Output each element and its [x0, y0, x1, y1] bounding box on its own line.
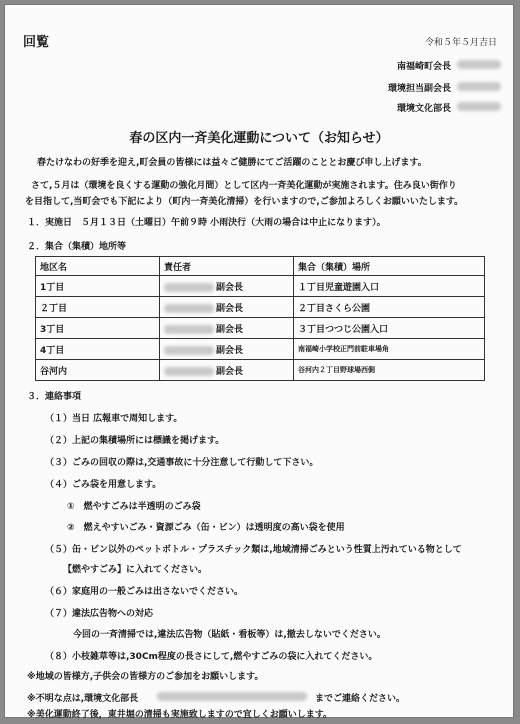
redacted-name	[164, 346, 214, 355]
section-locations: ２．集合（集積）地所等	[27, 242, 127, 252]
leader-cell: 副会長	[160, 297, 294, 318]
note-contact: ※不明な点は,環境文化部長	[27, 694, 139, 704]
section-date: １．実施日 ５月１３日（土曜日）午前９時 小雨決行（大雨の場合は中止になります）。	[27, 218, 386, 228]
table-header-row	[36, 257, 485, 276]
notice-item: （１）当日 広報車で周知します。	[45, 414, 183, 424]
table-row	[36, 297, 485, 318]
header-area: 地区名	[36, 257, 160, 276]
page-title: 春の区内一斉美化運動について（お知らせ）	[129, 131, 389, 146]
area-cell: 1丁目	[36, 276, 160, 297]
circular-document	[4, 4, 514, 718]
redacted-name	[164, 325, 214, 334]
redacted-name	[457, 60, 501, 69]
area-cell: ２丁目	[36, 297, 160, 318]
place-cell: １丁目児童遊園入口	[294, 276, 485, 297]
redacted-name	[164, 283, 214, 292]
notice-item: （８）小枝雑草等は,30Cm程度の長さにして,燃やすごみの袋に入れてください。	[45, 652, 378, 662]
role-chairman: 南福崎町会長	[396, 62, 451, 72]
notice-item: （３）ごみの回収の際は,交通事故に十分注意して行動して下さい。	[45, 458, 319, 468]
notice-item: （７）違法広告物への対応	[45, 609, 154, 619]
area-cell: 4丁目	[36, 339, 160, 360]
notice-subitem: ② 燃えやすいごみ・資源ごみ（缶・ビン）は透明度の高い袋を使用	[67, 523, 345, 533]
notice-item-continued: 【燃やすごみ】に入れてください。	[63, 565, 208, 575]
kairan-label: 回覧	[23, 35, 50, 50]
intro-line-2: を目指して,当町会でも下記により（町内一斉美化清掃）を行いますので,ご参加よろしくお願いいたします。	[25, 197, 464, 207]
area-cell: 谷河内	[36, 360, 160, 381]
notice-item: （４）ごみ袋を用意します。	[45, 480, 162, 490]
role-env-vice: 環境担当副会長	[387, 84, 451, 94]
redacted-name	[164, 304, 214, 313]
header-leader: 責任者	[160, 257, 294, 276]
intro-line-1: さて,５月は（環境を良くする運動の強化月間）として区内一斉美化運動が実施されます。住み良い街作り	[31, 181, 457, 191]
note-participation: ※地域の皆様方,子供会の皆様方のご参加をお願いします。	[27, 672, 264, 682]
notice-item: （５）缶・ビン以外のペットボトル・プラスチック類は,地域清掃ごみという性質上汚れている物として	[45, 545, 462, 555]
table-row	[36, 360, 485, 381]
notice-item: （６）家庭用の一般ごみは出さないでください。	[45, 587, 244, 597]
greeting: 春たけなわの好季を迎え,町会員の皆様には益々ご健勝にてご活躍のこととお慶び申し上げます。	[37, 158, 427, 168]
issue-date: 令和５年５月吉日	[424, 38, 497, 48]
area-cell: 3丁目	[36, 318, 160, 339]
leader-cell: 副会長	[160, 276, 294, 297]
notice-subitem: ① 燃やすごみは半透明のごみ袋	[67, 502, 201, 512]
notice-item-continued: 今回の一斉清掃では,違法広告物（貼紙・看板等）は,撤去しないでください。	[73, 630, 386, 640]
header-place: 集合（集積）場所	[294, 257, 485, 276]
redacted-name	[457, 102, 501, 111]
leader-cell: 副会長	[160, 318, 294, 339]
table-row	[36, 276, 485, 297]
notice-item: （２）上記の集積場所には標識を掲げます。	[45, 436, 225, 446]
table-row	[36, 318, 485, 339]
place-cell: ３丁目つつじ公園入口	[294, 318, 485, 339]
redacted-name	[164, 367, 214, 376]
redacted-name	[457, 82, 501, 91]
table-row	[36, 339, 485, 360]
section-notices: ３．連絡事項	[27, 392, 82, 402]
place-cell: 谷河内２丁目野球場西側	[294, 360, 485, 381]
area-table	[35, 256, 485, 381]
redacted-contact	[157, 692, 307, 701]
note-cleanup: ※美化運動終了後，東井堀の清掃も実施致しますので宜しくお願いします。	[27, 710, 333, 720]
place-cell: ２丁目さくら公園	[294, 297, 485, 318]
note-contact-end: までご連絡ください。	[315, 694, 406, 704]
role-env-culture: 環境文化部長	[396, 104, 451, 114]
place-cell: 南福崎小学校正門前駐車場角	[294, 339, 485, 360]
leader-cell: 副会長	[160, 339, 294, 360]
leader-cell: 副会長	[160, 360, 294, 381]
